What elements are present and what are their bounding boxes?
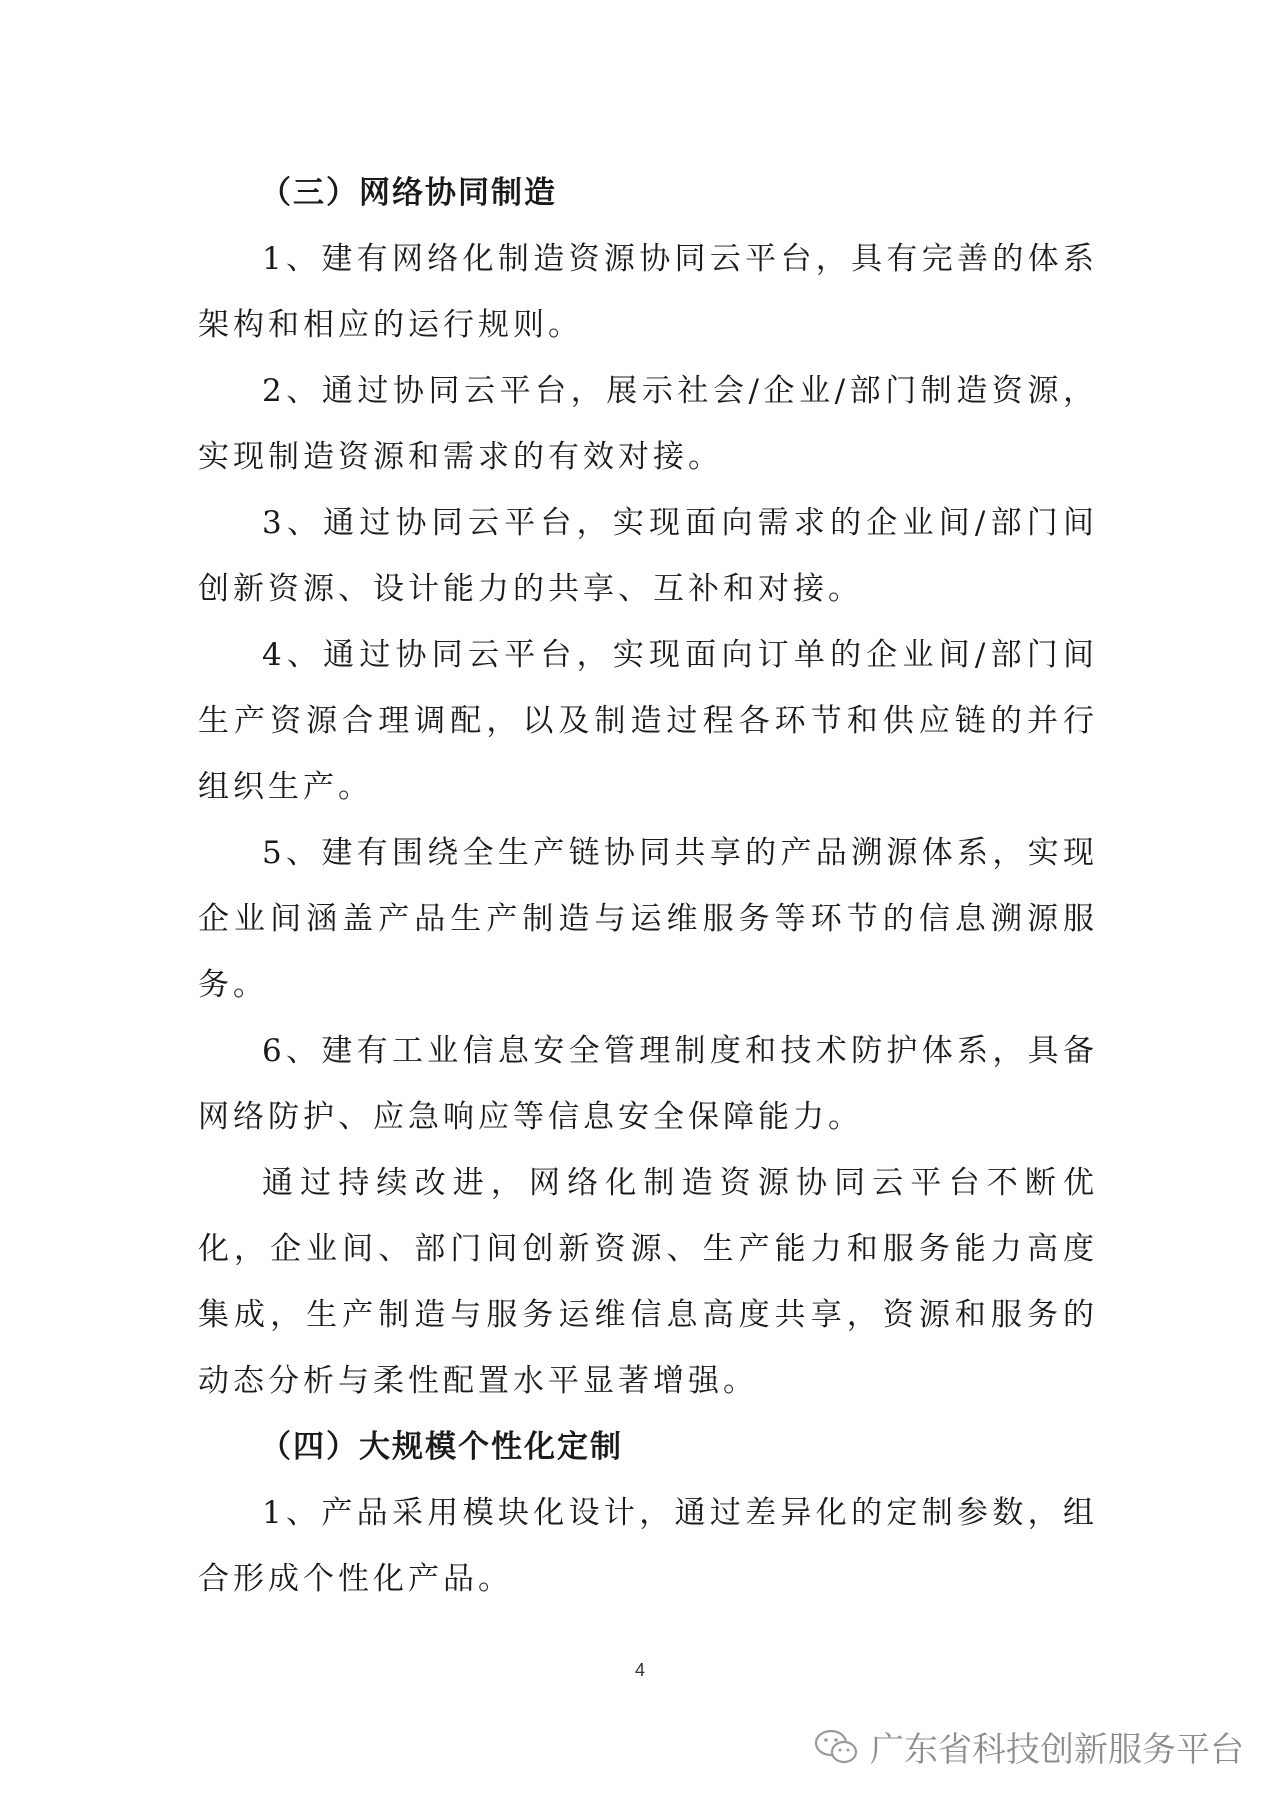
section3-item-4: 4、通过协同云平台，实现面向订单的企业间/部门间生产资源合理调配，以及制造过程各环节和供应链的并行组织生产。 xyxy=(198,637,1098,805)
watermark xyxy=(814,1722,1244,1771)
section3-summary: 通过持续改进，网络化制造资源协同云平台不断优化，企业间、部门间创新资源、生产能力和服务能力高度集成，生产制造与服务运维信息高度共享，资源和服务的动态分析与柔性配置水平显著增强。 xyxy=(198,1165,1098,1399)
section3-item-1: 1、建有网络化制造资源协同云平台，具有完善的体系架构和相应的运行规则。 xyxy=(198,241,1098,343)
section4-item-1: 1、产品采用模块化设计，通过差异化的定制参数，组合形成个性化产品。 xyxy=(198,1495,1098,1597)
section-heading-3: （三）网络协同制造 xyxy=(260,175,557,211)
section3-item-6: 6、建有工业信息安全管理制度和技术防护体系，具备网络防护、应急响应等信息安全保障能力。 xyxy=(198,1033,1098,1135)
section3-item-5: 5、建有围绕全生产链协同共享的产品溯源体系，实现企业间涵盖产品生产制造与运维服务等环节的信息溯源服务。 xyxy=(198,835,1098,1003)
section-heading-4: （四）大规模个性化定制 xyxy=(260,1429,623,1465)
section3-item-2: 2、通过协同云平台，展示社会/企业/部门制造资源，实现制造资源和需求的有效对接。 xyxy=(198,373,1098,475)
wechat-icon xyxy=(814,1728,860,1766)
document-body xyxy=(198,160,1098,1612)
section3-item-3: 3、通过协同云平台，实现面向需求的企业间/部门间创新资源、设计能力的共享、互补和对接。 xyxy=(198,505,1098,607)
watermark-text: 广东省科技创新服务平台 xyxy=(870,1730,1244,1770)
page-number: 4 xyxy=(634,1660,645,1680)
